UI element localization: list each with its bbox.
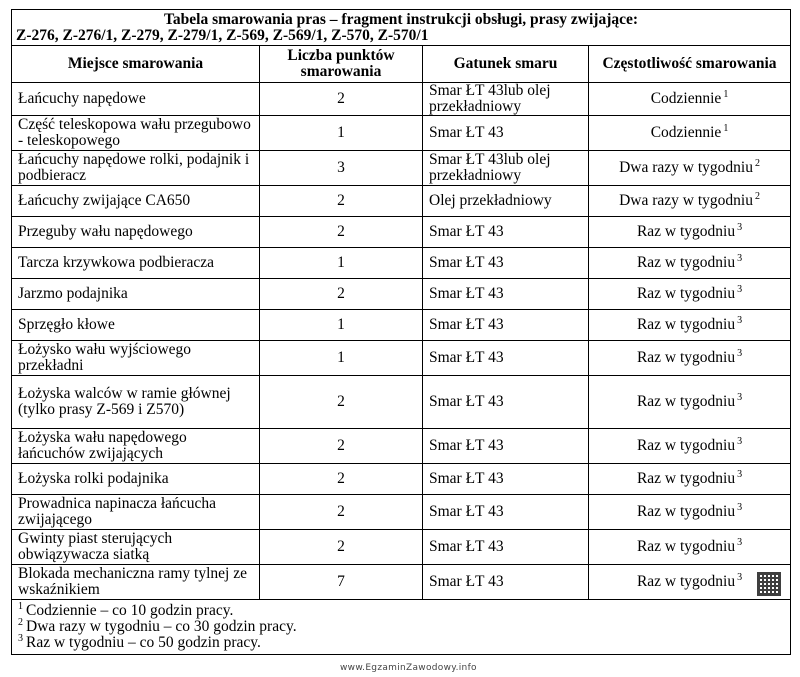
table-row	[12, 429, 791, 464]
cell-grease-text: Smar ŁT 43	[429, 254, 504, 271]
cell-count	[260, 495, 423, 530]
caption-title: Tabela smarowania pras – fragment instrukcji obsługi, prasy zwijające:	[164, 10, 639, 28]
cell-frequency-text: Raz w tygodniu	[636, 538, 736, 555]
cell-grease-text: Smar ŁT 43	[429, 393, 504, 410]
cell-grease-text: Smar ŁT 43	[429, 538, 504, 555]
cell-grease	[423, 248, 589, 279]
cell-frequency-text: Raz w tygodniu	[636, 393, 736, 410]
cell-place-text: Gwinty piast sterujących obwiązywacza siatką	[18, 530, 173, 563]
table-row	[12, 217, 791, 248]
footnote-marker: 2	[754, 158, 760, 169]
table-row	[12, 310, 791, 341]
cell-frequency-text: Raz w tygodniu	[636, 437, 736, 454]
cell-grease	[423, 429, 589, 464]
table-row	[12, 565, 791, 600]
footnotes-row	[12, 600, 791, 655]
cell-count	[260, 341, 423, 376]
cell-grease-text: Smar ŁT 43	[429, 573, 504, 590]
footnote-text: Codziennie – co 10 godzin pracy.	[26, 602, 234, 619]
cell-frequency-text: Raz w tygodniu	[636, 349, 736, 366]
cell-place-text: Łożyska walców w ramie głównej (tylko prasy Z-569 i Z570)	[18, 385, 231, 418]
cell-count-text: 3	[337, 159, 345, 176]
cell-count-text: 2	[337, 538, 345, 555]
footnote-mark: 2	[18, 617, 23, 628]
cell-count-text: 1	[337, 316, 345, 333]
cell-frequency	[589, 83, 791, 116]
cell-frequency-text: Dwa razy w tygodniu	[619, 192, 753, 209]
cell-frequency	[589, 530, 791, 565]
header-place: Miejsce smarowania	[12, 46, 260, 83]
cell-place-text: Łańcuchy napędowe rolki, podajnik i podbieracz	[18, 151, 250, 184]
cell-grease	[423, 279, 589, 310]
cell-count-text: 2	[337, 470, 345, 487]
cell-count-text: 1	[337, 254, 345, 271]
table-row	[12, 530, 791, 565]
footnote	[18, 603, 784, 619]
cell-count-text: 1	[337, 349, 345, 366]
cell-grease	[423, 530, 589, 565]
cell-count-text: 2	[337, 192, 345, 209]
cell-grease-text: Smar ŁT 43	[429, 503, 504, 520]
cell-frequency-text: Dwa razy w tygodniu	[619, 159, 753, 176]
cell-grease-text: Smar ŁT 43	[429, 470, 504, 487]
footnote-marker: 3	[737, 315, 743, 326]
footnote-marker: 3	[737, 348, 743, 359]
cell-frequency-text: Raz w tygodniu	[636, 285, 736, 302]
cell-place-text: Tarcza krzywkowa podbieracza	[18, 254, 214, 271]
cell-place	[12, 376, 260, 429]
cell-place	[12, 151, 260, 186]
cell-count-text: 2	[337, 90, 345, 107]
watermark: www.EgzaminZawodowy.info	[340, 663, 477, 673]
cell-grease-text: Olej przekładniowy	[429, 192, 552, 209]
cell-count-text: 2	[337, 285, 345, 302]
cell-count-text: 1	[337, 124, 345, 141]
cell-place-text: Łożysko wału wyjściowego przekładni	[18, 341, 192, 374]
cell-place	[12, 530, 260, 565]
cell-frequency-text: Raz w tygodniu	[636, 254, 736, 271]
header-row	[12, 46, 791, 83]
header-count: Liczba punktów smarowania	[260, 46, 423, 83]
cell-place-text: Łożyska wału napędowego łańcuchów zwijających	[18, 429, 187, 462]
cell-place-text: Łożyska rolki podajnika	[18, 470, 169, 487]
cell-place	[12, 83, 260, 116]
cell-place-text: Łańcuchy napędowe	[18, 90, 146, 107]
cell-count	[260, 530, 423, 565]
cell-frequency-text: Raz w tygodniu	[636, 573, 736, 590]
table-row	[12, 376, 791, 429]
footnote-marker: 3	[737, 469, 743, 480]
cell-frequency	[589, 217, 791, 248]
cell-count-text: 2	[337, 437, 345, 454]
cell-grease	[423, 464, 589, 495]
cell-frequency-text: Raz w tygodniu	[636, 316, 736, 333]
cell-frequency-text: Codziennie	[650, 90, 722, 107]
table-row	[12, 248, 791, 279]
cell-grease-text: Smar ŁT 43	[429, 223, 504, 240]
qr-code-icon	[757, 572, 781, 596]
cell-count	[260, 464, 423, 495]
cell-grease	[423, 341, 589, 376]
footnote-marker: 1	[723, 89, 729, 100]
header-grease: Gatunek smaru	[423, 46, 589, 83]
cell-count	[260, 429, 423, 464]
table-row	[12, 341, 791, 376]
cell-place	[12, 186, 260, 217]
cell-count	[260, 310, 423, 341]
table-row	[12, 116, 791, 151]
cell-count	[260, 217, 423, 248]
cell-frequency	[589, 279, 791, 310]
table-caption	[12, 10, 791, 46]
cell-grease-text: Smar ŁT 43lub olej przekładniowy	[429, 82, 551, 115]
cell-count	[260, 279, 423, 310]
cell-frequency	[589, 310, 791, 341]
cell-count	[260, 565, 423, 600]
cell-frequency	[589, 116, 791, 151]
footnote-text: Dwa razy w tygodniu – co 30 godzin pracy.	[26, 618, 297, 635]
cell-place-text: Prowadnica napinacza łańcucha zwijającego	[18, 495, 216, 528]
cell-grease	[423, 565, 589, 600]
cell-grease	[423, 151, 589, 186]
cell-place	[12, 464, 260, 495]
footnote-marker: 3	[737, 392, 743, 403]
cell-frequency	[589, 495, 791, 530]
cell-place-text: Przeguby wału napędowego	[18, 223, 193, 240]
footnotes	[12, 600, 791, 655]
footnote-marker: 3	[737, 222, 743, 233]
table-row	[12, 151, 791, 186]
cell-grease	[423, 310, 589, 341]
footnote-mark: 3	[18, 633, 23, 644]
footnote-marker: 2	[754, 191, 760, 202]
table-row	[12, 279, 791, 310]
footnote-marker: 1	[723, 123, 729, 134]
cell-place	[12, 248, 260, 279]
cell-grease-text: Smar ŁT 43lub olej przekładniowy	[429, 151, 551, 184]
cell-place	[12, 310, 260, 341]
footnote-marker: 3	[737, 502, 743, 513]
cell-grease-text: Smar ŁT 43	[429, 316, 504, 333]
cell-count-text: 2	[337, 223, 345, 240]
cell-place	[12, 217, 260, 248]
cell-grease-text: Smar ŁT 43	[429, 349, 504, 366]
cell-grease	[423, 495, 589, 530]
cell-frequency	[589, 464, 791, 495]
footnote-marker: 3	[737, 436, 743, 447]
cell-grease-text: Smar ŁT 43	[429, 285, 504, 302]
cell-place-text: Sprzęgło kłowe	[18, 316, 115, 333]
cell-place-text: Łańcuchy zwijające CA650	[18, 192, 191, 209]
cell-count	[260, 151, 423, 186]
cell-frequency-text: Codziennie	[650, 124, 722, 141]
lubrication-table	[11, 9, 791, 655]
footnote-marker: 3	[737, 284, 743, 295]
cell-frequency	[589, 429, 791, 464]
cell-count-text: 7	[337, 573, 345, 590]
cell-count	[260, 83, 423, 116]
cell-count-text: 2	[337, 393, 345, 410]
cell-frequency	[589, 341, 791, 376]
cell-grease	[423, 376, 589, 429]
cell-frequency	[589, 376, 791, 429]
cell-count-text: 2	[337, 503, 345, 520]
caption-models: Z-276, Z-276/1, Z-279, Z-279/1, Z-569, Z-569/1, Z-570, Z-570/1	[16, 26, 429, 44]
footnote-mark: 1	[18, 601, 23, 612]
cell-frequency-text: Raz w tygodniu	[636, 470, 736, 487]
footnote-marker: 3	[737, 537, 743, 548]
cell-place	[12, 495, 260, 530]
cell-frequency	[589, 248, 791, 279]
cell-grease	[423, 83, 589, 116]
table-row	[12, 83, 791, 116]
cell-grease-text: Smar ŁT 43	[429, 437, 504, 454]
cell-place	[12, 341, 260, 376]
cell-count	[260, 376, 423, 429]
cell-frequency	[589, 151, 791, 186]
cell-grease	[423, 116, 589, 151]
footnote-marker: 3	[737, 253, 743, 264]
cell-frequency-text: Raz w tygodniu	[636, 223, 736, 240]
cell-place	[12, 279, 260, 310]
cell-place	[12, 565, 260, 600]
footnote-marker: 3	[737, 572, 743, 583]
cell-count	[260, 116, 423, 151]
table-row	[12, 495, 791, 530]
table-row	[12, 186, 791, 217]
header-frequency: Częstotliwość smarowania	[589, 46, 791, 83]
footnote	[18, 619, 784, 635]
cell-grease	[423, 186, 589, 217]
cell-count	[260, 248, 423, 279]
cell-place-text: Jarzmo podajnika	[18, 285, 128, 302]
footnote	[18, 635, 784, 651]
cell-grease	[423, 217, 589, 248]
cell-place-text: Część teleskopowa wału przegubowo - teleskopowego	[18, 116, 251, 149]
cell-frequency-text: Raz w tygodniu	[636, 503, 736, 520]
footnote-text: Raz w tygodniu – co 50 godzin pracy.	[26, 634, 261, 651]
cell-frequency	[589, 186, 791, 217]
cell-grease-text: Smar ŁT 43	[429, 124, 504, 141]
cell-place-text: Blokada mechaniczna ramy tylnej ze wskaźnikiem	[18, 565, 247, 598]
cell-count	[260, 186, 423, 217]
cell-place	[12, 116, 260, 151]
cell-place	[12, 429, 260, 464]
table-row	[12, 464, 791, 495]
